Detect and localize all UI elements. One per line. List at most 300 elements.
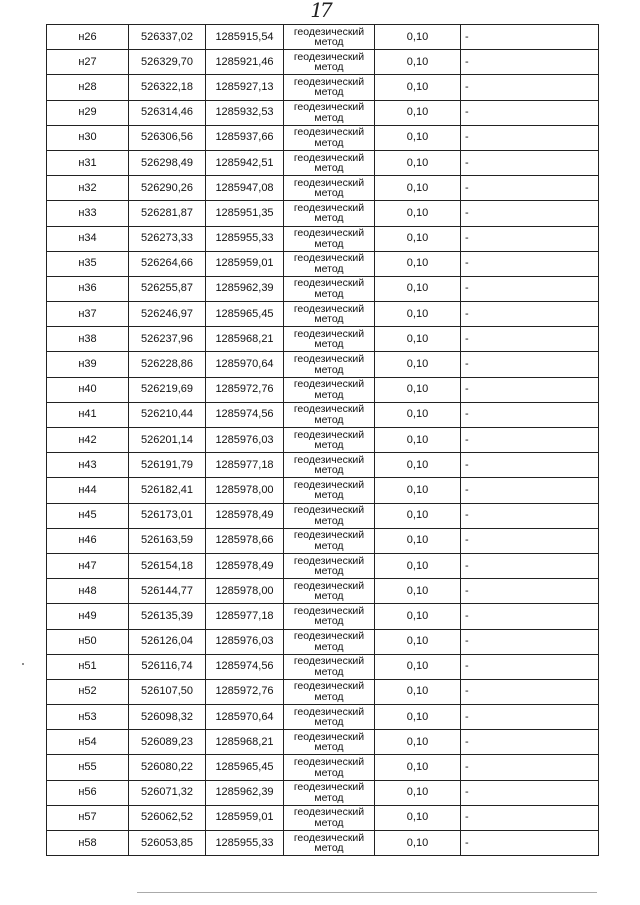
note-cell: - [465, 609, 469, 622]
method-line-2: метод [314, 136, 344, 149]
accuracy-cell: 0,10 [375, 755, 461, 779]
method-line-1: геодезический [293, 302, 365, 315]
y-coordinate-cell: 1285970,64 [206, 352, 284, 376]
x-coordinate-cell: 526126,04 [129, 630, 206, 654]
accuracy-cell: 0,10 [375, 529, 461, 553]
method-cell [284, 478, 375, 502]
point-cell: н53 [47, 705, 129, 729]
x-coordinate-cell: 526255,87 [129, 277, 206, 301]
point-cell: н37 [47, 302, 129, 326]
table-row [46, 604, 599, 629]
y-coordinate-cell: 1285962,39 [206, 277, 284, 301]
accuracy-cell: 0,10 [375, 504, 461, 528]
y-coordinate-cell: 1285978,49 [206, 504, 284, 528]
accuracy-cell: 0,10 [375, 730, 461, 754]
margin-mark [22, 663, 24, 665]
method-cell [284, 730, 375, 754]
note-cell: - [465, 660, 469, 673]
x-coordinate-cell: 526089,23 [129, 730, 206, 754]
table-row [46, 630, 599, 655]
note-cell: - [465, 635, 469, 648]
accuracy-cell: 0,10 [375, 378, 461, 402]
table-row [46, 428, 599, 453]
method-cell [284, 781, 375, 805]
point-cell: н31 [47, 151, 129, 175]
x-coordinate-cell: 526071,32 [129, 781, 206, 805]
method-cell [284, 352, 375, 376]
method-cell [284, 50, 375, 74]
x-coordinate-cell: 526219,69 [129, 378, 206, 402]
note-cell: - [465, 383, 469, 396]
y-coordinate-cell: 1285972,76 [206, 378, 284, 402]
accuracy-cell: 0,10 [375, 227, 461, 251]
method-line-1: геодезический [293, 680, 365, 693]
method-line-2: метод [314, 338, 344, 351]
method-line-1: геодезический [293, 403, 365, 416]
accuracy-cell: 0,10 [375, 101, 461, 125]
method-line-2: метод [314, 36, 344, 49]
method-line-2: метод [314, 816, 344, 829]
method-cell [284, 554, 375, 578]
table-row [46, 504, 599, 529]
method-line-1: геодезический [293, 327, 365, 340]
accuracy-cell: 0,10 [375, 302, 461, 326]
y-coordinate-cell: 1285921,46 [206, 50, 284, 74]
method-line-2: метод [314, 61, 344, 74]
table-row [46, 655, 599, 680]
point-cell: н27 [47, 50, 129, 74]
note-cell: - [465, 358, 469, 371]
note-cell: - [465, 483, 469, 496]
point-cell: н35 [47, 252, 129, 276]
method-cell [284, 327, 375, 351]
method-line-2: метод [314, 716, 344, 729]
y-coordinate-cell: 1285937,66 [206, 126, 284, 150]
accuracy-cell: 0,10 [375, 201, 461, 225]
table-row [46, 403, 599, 428]
method-line-1: геодезический [293, 378, 365, 391]
accuracy-cell: 0,10 [375, 680, 461, 704]
accuracy-cell: 0,10 [375, 277, 461, 301]
x-coordinate-cell: 526298,49 [129, 151, 206, 175]
y-coordinate-cell: 1285965,45 [206, 302, 284, 326]
note-cell: - [465, 761, 469, 774]
method-cell [284, 680, 375, 704]
y-coordinate-cell: 1285951,35 [206, 201, 284, 225]
note-cell: - [465, 735, 469, 748]
accuracy-cell: 0,10 [375, 126, 461, 150]
y-coordinate-cell: 1285978,00 [206, 478, 284, 502]
accuracy-cell: 0,10 [375, 705, 461, 729]
y-coordinate-cell: 1285968,21 [206, 730, 284, 754]
y-coordinate-cell: 1285970,64 [206, 705, 284, 729]
note-cell: - [465, 559, 469, 572]
method-cell [284, 227, 375, 251]
table-row [46, 529, 599, 554]
method-line-1: геодезический [293, 176, 365, 189]
method-cell [284, 277, 375, 301]
x-coordinate-cell: 526107,50 [129, 680, 206, 704]
table-row [46, 176, 599, 201]
point-cell: н49 [47, 604, 129, 628]
method-line-1: геодезический [293, 478, 365, 491]
x-coordinate-cell: 526273,33 [129, 227, 206, 251]
method-cell [284, 126, 375, 150]
x-coordinate-cell: 526246,97 [129, 302, 206, 326]
point-cell: н56 [47, 781, 129, 805]
y-coordinate-cell: 1285959,01 [206, 806, 284, 830]
method-cell [284, 428, 375, 452]
y-coordinate-cell: 1285968,21 [206, 327, 284, 351]
y-coordinate-cell: 1285977,18 [206, 453, 284, 477]
point-cell: н29 [47, 101, 129, 125]
method-line-1: геодезический [293, 428, 365, 441]
x-coordinate-cell: 526281,87 [129, 201, 206, 225]
method-line-2: метод [314, 313, 344, 326]
method-cell [284, 75, 375, 99]
x-coordinate-cell: 526191,79 [129, 453, 206, 477]
method-cell [284, 378, 375, 402]
method-line-2: метод [314, 741, 344, 754]
y-coordinate-cell: 1285955,33 [206, 227, 284, 251]
note-cell: - [465, 80, 469, 93]
method-line-2: метод [314, 111, 344, 124]
x-coordinate-cell: 526080,22 [129, 755, 206, 779]
note-cell: - [465, 181, 469, 194]
point-cell: н41 [47, 403, 129, 427]
accuracy-cell: 0,10 [375, 75, 461, 99]
method-line-2: метод [314, 615, 344, 628]
table-row [46, 352, 599, 377]
table-row [46, 453, 599, 478]
point-cell: н50 [47, 630, 129, 654]
note-cell: - [465, 307, 469, 320]
table-row [46, 806, 599, 831]
accuracy-cell: 0,10 [375, 806, 461, 830]
x-coordinate-cell: 526053,85 [129, 831, 206, 855]
x-coordinate-cell: 526306,56 [129, 126, 206, 150]
method-line-1: геодезический [293, 277, 365, 290]
accuracy-cell: 0,10 [375, 252, 461, 276]
y-coordinate-cell: 1285915,54 [206, 25, 284, 49]
method-line-2: метод [314, 791, 344, 804]
y-coordinate-cell: 1285932,53 [206, 101, 284, 125]
page-number: 17 [310, 0, 330, 22]
y-coordinate-cell: 1285978,49 [206, 554, 284, 578]
table-row [46, 252, 599, 277]
x-coordinate-cell: 526210,44 [129, 403, 206, 427]
table-row [46, 781, 599, 806]
method-line-1: геодезический [293, 756, 365, 769]
method-cell [284, 831, 375, 855]
table-row [46, 151, 599, 176]
point-cell: н57 [47, 806, 129, 830]
method-line-1: геодезический [293, 151, 365, 164]
method-line-1: геодезический [293, 806, 365, 819]
accuracy-cell: 0,10 [375, 630, 461, 654]
method-line-1: геодезический [293, 227, 365, 240]
method-line-2: метод [314, 464, 344, 477]
point-cell: н54 [47, 730, 129, 754]
accuracy-cell: 0,10 [375, 176, 461, 200]
y-coordinate-cell: 1285978,00 [206, 579, 284, 603]
note-cell: - [465, 836, 469, 849]
point-cell: н40 [47, 378, 129, 402]
method-cell [284, 302, 375, 326]
note-cell: - [465, 55, 469, 68]
method-line-2: метод [314, 413, 344, 426]
accuracy-cell: 0,10 [375, 655, 461, 679]
x-coordinate-cell: 526116,74 [129, 655, 206, 679]
method-line-2: метод [314, 237, 344, 250]
method-line-1: геодезический [293, 781, 365, 794]
point-cell: н42 [47, 428, 129, 452]
note-cell: - [465, 534, 469, 547]
note-cell: - [465, 282, 469, 295]
x-coordinate-cell: 526163,59 [129, 529, 206, 553]
method-cell [284, 630, 375, 654]
note-cell: - [465, 156, 469, 169]
method-cell [284, 201, 375, 225]
method-cell [284, 453, 375, 477]
method-line-2: метод [314, 363, 344, 376]
point-cell: н52 [47, 680, 129, 704]
point-cell: н39 [47, 352, 129, 376]
point-cell: н45 [47, 504, 129, 528]
table-row [46, 378, 599, 403]
method-cell [284, 101, 375, 125]
point-cell: н34 [47, 227, 129, 251]
x-coordinate-cell: 526322,18 [129, 75, 206, 99]
method-cell [284, 403, 375, 427]
method-line-2: метод [314, 162, 344, 175]
method-line-1: геодезический [293, 101, 365, 114]
y-coordinate-cell: 1285974,56 [206, 655, 284, 679]
accuracy-cell: 0,10 [375, 478, 461, 502]
table-row [46, 755, 599, 780]
point-cell: н58 [47, 831, 129, 855]
x-coordinate-cell: 526098,32 [129, 705, 206, 729]
y-coordinate-cell: 1285947,08 [206, 176, 284, 200]
method-line-2: метод [314, 187, 344, 200]
method-line-2: метод [314, 565, 344, 578]
point-cell: н28 [47, 75, 129, 99]
table-row [46, 50, 599, 75]
method-cell [284, 755, 375, 779]
method-line-1: геодезический [293, 453, 365, 466]
accuracy-cell: 0,10 [375, 327, 461, 351]
method-line-1: геодезический [293, 529, 365, 542]
table-row [46, 277, 599, 302]
table-row [46, 201, 599, 226]
point-cell: н43 [47, 453, 129, 477]
method-cell [284, 655, 375, 679]
method-line-1: геодезический [293, 630, 365, 643]
accuracy-cell: 0,10 [375, 579, 461, 603]
method-cell [284, 176, 375, 200]
table-row [46, 730, 599, 755]
table-row [46, 579, 599, 604]
y-coordinate-cell: 1285974,56 [206, 403, 284, 427]
point-cell: н46 [47, 529, 129, 553]
table-row [46, 75, 599, 100]
method-line-1: геодезический [293, 252, 365, 265]
point-cell: н30 [47, 126, 129, 150]
method-line-1: геодезический [293, 554, 365, 567]
method-line-1: геодезический [293, 705, 365, 718]
table-row [46, 831, 599, 856]
accuracy-cell: 0,10 [375, 428, 461, 452]
method-cell [284, 705, 375, 729]
method-line-1: геодезический [293, 50, 365, 63]
point-cell: н32 [47, 176, 129, 200]
y-coordinate-cell: 1285942,51 [206, 151, 284, 175]
note-cell: - [465, 257, 469, 270]
note-cell: - [465, 811, 469, 824]
note-cell: - [465, 332, 469, 345]
note-cell: - [465, 232, 469, 245]
accuracy-cell: 0,10 [375, 403, 461, 427]
x-coordinate-cell: 526329,70 [129, 50, 206, 74]
accuracy-cell: 0,10 [375, 151, 461, 175]
method-line-1: геодезический [293, 579, 365, 592]
note-cell: - [465, 30, 469, 43]
y-coordinate-cell: 1285959,01 [206, 252, 284, 276]
point-cell: н38 [47, 327, 129, 351]
accuracy-cell: 0,10 [375, 604, 461, 628]
table-row [46, 680, 599, 705]
note-cell: - [465, 710, 469, 723]
x-coordinate-cell: 526290,26 [129, 176, 206, 200]
x-coordinate-cell: 526228,86 [129, 352, 206, 376]
y-coordinate-cell: 1285978,66 [206, 529, 284, 553]
note-cell: - [465, 131, 469, 144]
y-coordinate-cell: 1285962,39 [206, 781, 284, 805]
y-coordinate-cell: 1285955,33 [206, 831, 284, 855]
y-coordinate-cell: 1285977,18 [206, 604, 284, 628]
bottom-divider [137, 892, 597, 893]
method-line-2: метод [314, 766, 344, 779]
coordinates-table [46, 24, 599, 856]
method-line-2: метод [314, 539, 344, 552]
x-coordinate-cell: 526201,14 [129, 428, 206, 452]
table-row [46, 327, 599, 352]
note-cell: - [465, 685, 469, 698]
point-cell: н33 [47, 201, 129, 225]
method-line-2: метод [314, 287, 344, 300]
method-line-2: метод [314, 212, 344, 225]
method-cell [284, 252, 375, 276]
table-row [46, 227, 599, 252]
table-row [46, 705, 599, 730]
method-line-1: геодезический [293, 604, 365, 617]
x-coordinate-cell: 526237,96 [129, 327, 206, 351]
method-line-1: геодезический [293, 353, 365, 366]
x-coordinate-cell: 526264,66 [129, 252, 206, 276]
accuracy-cell: 0,10 [375, 352, 461, 376]
method-line-2: метод [314, 514, 344, 527]
y-coordinate-cell: 1285976,03 [206, 428, 284, 452]
table-row [46, 554, 599, 579]
x-coordinate-cell: 526337,02 [129, 25, 206, 49]
method-line-1: геодезический [293, 730, 365, 743]
note-cell: - [465, 509, 469, 522]
note-cell: - [465, 408, 469, 421]
method-cell [284, 504, 375, 528]
method-line-2: метод [314, 262, 344, 275]
method-line-1: геодезический [293, 25, 365, 38]
table-row [46, 302, 599, 327]
method-line-2: метод [314, 489, 344, 502]
x-coordinate-cell: 526144,77 [129, 579, 206, 603]
point-cell: н55 [47, 755, 129, 779]
method-line-2: метод [314, 590, 344, 603]
accuracy-cell: 0,10 [375, 781, 461, 805]
accuracy-cell: 0,10 [375, 453, 461, 477]
accuracy-cell: 0,10 [375, 554, 461, 578]
method-line-1: геодезический [293, 126, 365, 139]
x-coordinate-cell: 526154,18 [129, 554, 206, 578]
note-cell: - [465, 458, 469, 471]
point-cell: н26 [47, 25, 129, 49]
method-cell [284, 604, 375, 628]
point-cell: н48 [47, 579, 129, 603]
accuracy-cell: 0,10 [375, 25, 461, 49]
table-row [46, 101, 599, 126]
method-cell [284, 151, 375, 175]
table-row [46, 25, 599, 50]
method-line-2: метод [314, 842, 344, 855]
method-cell [284, 25, 375, 49]
method-line-2: метод [314, 665, 344, 678]
y-coordinate-cell: 1285927,13 [206, 75, 284, 99]
method-line-2: метод [314, 640, 344, 653]
x-coordinate-cell: 526062,52 [129, 806, 206, 830]
point-cell: н36 [47, 277, 129, 301]
x-coordinate-cell: 526314,46 [129, 101, 206, 125]
point-cell: н44 [47, 478, 129, 502]
table-row [46, 126, 599, 151]
method-cell [284, 529, 375, 553]
accuracy-cell: 0,10 [375, 50, 461, 74]
note-cell: - [465, 584, 469, 597]
y-coordinate-cell: 1285976,03 [206, 630, 284, 654]
point-cell: н51 [47, 655, 129, 679]
method-line-2: метод [314, 86, 344, 99]
note-cell: - [465, 106, 469, 119]
y-coordinate-cell: 1285965,45 [206, 755, 284, 779]
point-cell: н47 [47, 554, 129, 578]
note-cell: - [465, 206, 469, 219]
method-cell [284, 579, 375, 603]
method-line-1: геодезический [293, 75, 365, 88]
x-coordinate-cell: 526135,39 [129, 604, 206, 628]
method-line-1: геодезический [293, 831, 365, 844]
note-cell: - [465, 433, 469, 446]
table-row [46, 478, 599, 503]
accuracy-cell: 0,10 [375, 831, 461, 855]
method-line-2: метод [314, 439, 344, 452]
note-cell: - [465, 786, 469, 799]
method-line-1: геодезический [293, 655, 365, 668]
method-line-2: метод [314, 690, 344, 703]
x-coordinate-cell: 526182,41 [129, 478, 206, 502]
method-cell [284, 806, 375, 830]
x-coordinate-cell: 526173,01 [129, 504, 206, 528]
method-line-2: метод [314, 388, 344, 401]
method-line-1: геодезический [293, 504, 365, 517]
method-line-1: геодезический [293, 201, 365, 214]
